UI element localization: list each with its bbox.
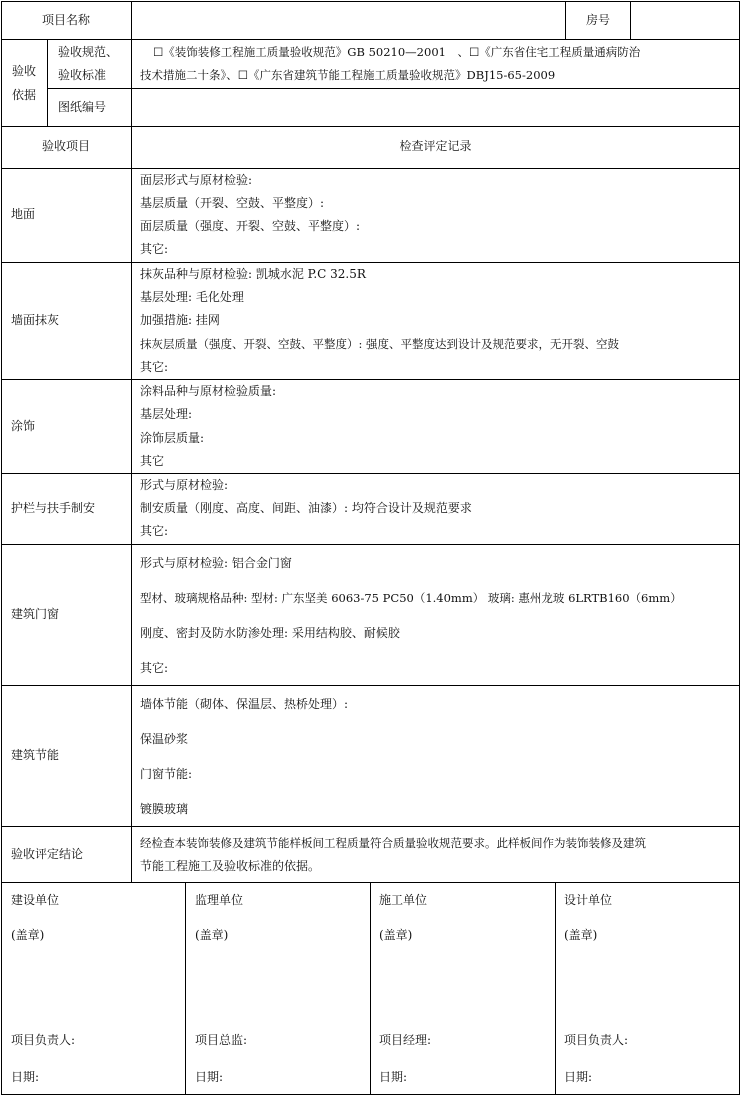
conclusion-text-line1: 经检查本装饰装修及建筑节能样板间工程质量符合质量验收规范要求。此样板间作为装饰装修及建筑 bbox=[140, 836, 646, 850]
drawing-number-label: 图纸编号 bbox=[58, 100, 107, 114]
signature-unit: 监理单位 bbox=[195, 893, 244, 907]
record-line: 面层形式与原材检验: bbox=[140, 173, 253, 187]
rule bbox=[1, 826, 740, 827]
signature-person: 项目负责人: bbox=[11, 1033, 76, 1047]
record-line: 加强措施: 挂网 bbox=[140, 313, 220, 327]
record-line: 门窗节能: bbox=[140, 767, 193, 781]
rule bbox=[630, 1, 631, 40]
signature-seal: (盖章) bbox=[379, 928, 413, 942]
section-label: 地面 bbox=[11, 207, 36, 221]
record-line: 制安质量（刚度、高度、间距、油漆）: 均符合设计及规范要求 bbox=[140, 501, 472, 515]
record-line: 抹灰层质量（强度、开裂、空鼓、平整度）: 强度、平整度达到设计及规范要求，无开裂、空鼓 bbox=[140, 337, 620, 351]
signature-unit: 建设单位 bbox=[11, 893, 60, 907]
record-line: 其它: bbox=[140, 242, 169, 256]
signature-person: 项目总监: bbox=[195, 1033, 248, 1047]
section-label: 建筑节能 bbox=[11, 748, 60, 762]
section-label: 建筑门窗 bbox=[11, 607, 60, 621]
conclusion-text-line2: 节能工程施工及验收标准的依据。 bbox=[140, 859, 321, 873]
section-label: 护栏与扶手制安 bbox=[11, 501, 96, 515]
record-line: 其它 bbox=[140, 454, 165, 468]
signature-unit: 设计单位 bbox=[564, 893, 613, 907]
record-line: 其它: bbox=[140, 360, 169, 374]
standards-label-line2: 验收标准 bbox=[58, 68, 107, 82]
signature-date: 日期: bbox=[11, 1070, 40, 1084]
signature-person: 项目负责人: bbox=[564, 1033, 629, 1047]
record-line: 基层质量（开裂、空鼓、平整度）: bbox=[140, 196, 325, 210]
record-line: 抹灰品种与原材检验: 凯城水泥 P.C 32.5R bbox=[140, 267, 366, 281]
rule bbox=[47, 88, 740, 89]
rule bbox=[739, 1, 740, 1095]
section-label: 墙面抹灰 bbox=[11, 313, 60, 327]
record-line: 刚度、密封及防水防渗处理: 采用结构胶、耐候胶 bbox=[140, 626, 400, 640]
signature-unit: 施工单位 bbox=[379, 893, 428, 907]
signature-date: 日期: bbox=[379, 1070, 408, 1084]
record-line: 保温砂浆 bbox=[140, 732, 189, 746]
record-line: 面层质量（强度、开裂、空鼓、平整度）: bbox=[140, 219, 361, 233]
section-label: 涂饰 bbox=[11, 419, 36, 433]
rule bbox=[1, 685, 740, 686]
standards-text-line1: ☐《装饰装修工程施工质量验收规范》GB 50210—2001 、☐《广东省住宅工程质量通病防治 bbox=[153, 45, 641, 59]
record-line: 涂料品种与原材检验质量: bbox=[140, 384, 277, 398]
record-line: 形式与原材检验: 铝合金门窗 bbox=[140, 556, 292, 570]
standards-label-line1: 验收规范、 bbox=[58, 45, 119, 59]
signature-date: 日期: bbox=[195, 1070, 224, 1084]
rule bbox=[1, 544, 740, 545]
item-column-header: 验收项目 bbox=[41, 139, 90, 153]
signature-seal: (盖章) bbox=[195, 928, 229, 942]
signature-seal: (盖章) bbox=[564, 928, 598, 942]
basis-label-line1: 验收 bbox=[11, 64, 36, 78]
standards-text-line2: 技术措施二十条》、☐《广东省建筑节能工程施工质量验收规范》DBJ15-65-2009 bbox=[140, 68, 556, 82]
record-line: 其它: bbox=[140, 661, 169, 675]
project-name-label: 项目名称 bbox=[41, 13, 90, 27]
rule bbox=[1, 1, 2, 1095]
rule bbox=[1, 126, 740, 127]
signature-seal: (盖章) bbox=[11, 928, 45, 942]
signature-date: 日期: bbox=[564, 1070, 593, 1084]
rule bbox=[1, 379, 740, 380]
rule bbox=[131, 1, 132, 883]
rule bbox=[1, 473, 740, 474]
record-line: 涂饰层质量: bbox=[140, 431, 205, 445]
record-line: 形式与原材检验: bbox=[140, 478, 229, 492]
signature-person: 项目经理: bbox=[379, 1033, 432, 1047]
conclusion-label: 验收评定结论 bbox=[11, 847, 84, 861]
rule bbox=[1, 168, 740, 169]
record-line: 其它: bbox=[140, 524, 169, 538]
rule bbox=[370, 882, 371, 1095]
record-line: 墙体节能（砌体、保温层、热桥处理）: bbox=[140, 697, 349, 711]
record-line: 基层处理: bbox=[140, 407, 193, 421]
record-line: 型材、玻璃规格品种: 型材: 广东坚美 6063-75 PC50（1.40mm） 玻璃: 惠州龙玻 6LRTB160（6mm） bbox=[140, 591, 682, 605]
room-label: 房号 bbox=[585, 13, 610, 27]
record-line: 镀膜玻璃 bbox=[140, 802, 189, 816]
rule bbox=[555, 882, 556, 1095]
basis-label-line2: 依据 bbox=[11, 88, 36, 102]
rule bbox=[47, 39, 48, 127]
record-line: 基层处理: 毛化处理 bbox=[140, 290, 244, 304]
record-column-header: 检查评定记录 bbox=[399, 139, 472, 153]
rule bbox=[185, 882, 186, 1095]
rule bbox=[1, 262, 740, 263]
